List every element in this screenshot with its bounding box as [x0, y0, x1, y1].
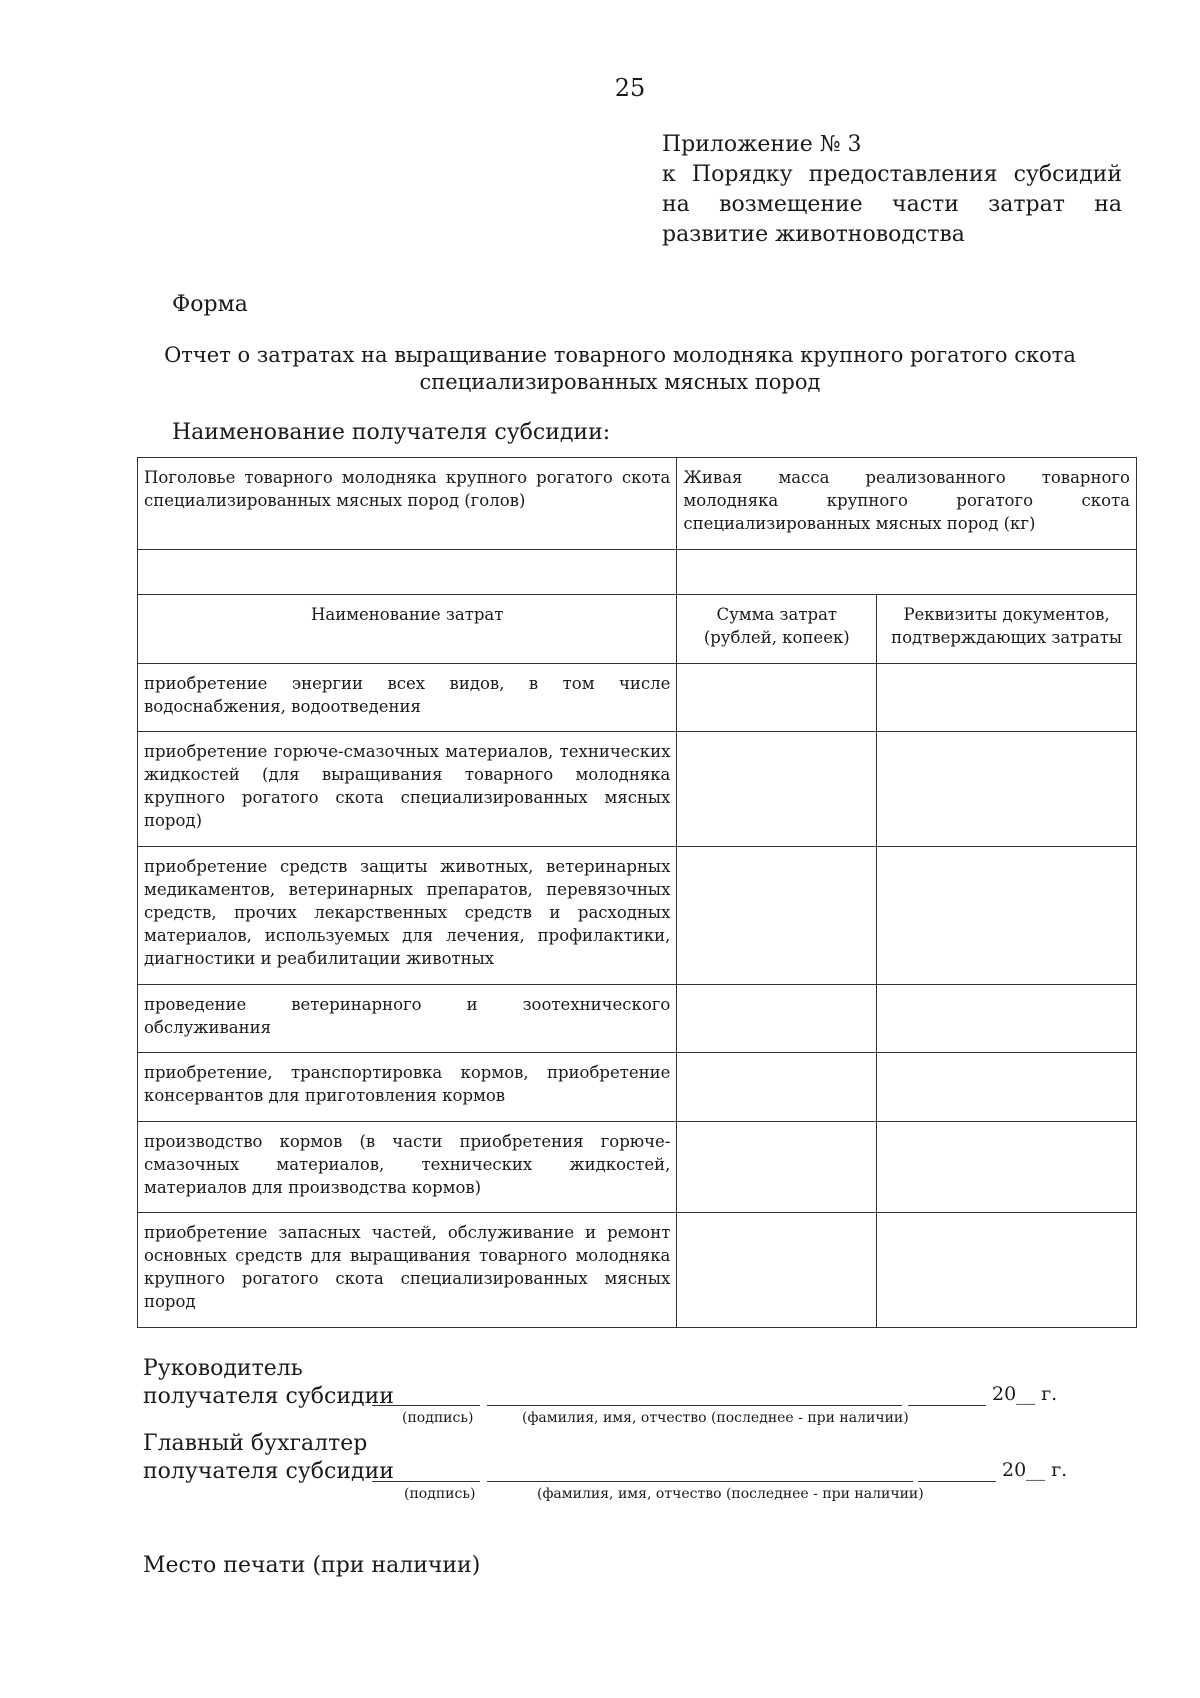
- cost-sum-cell: [677, 664, 877, 732]
- cost-name-cell: проведение ветеринарного и зоотехнического обслуживания: [138, 985, 677, 1053]
- table-row: [138, 1122, 1137, 1213]
- accountant-date-line[interactable]: [918, 1481, 996, 1482]
- livestock-count-cell: [138, 550, 677, 595]
- head-live-weight: Живая масса реализованного товарного молодняка крупного рогатого скота специализированных мясных пород (кг): [677, 458, 1137, 550]
- cost-sum-cell: [677, 985, 877, 1053]
- table-row: [138, 847, 1137, 985]
- head-livestock-count: Поголовье товарного молодняка крупного рогатого скота специализированных мясных пород (голов): [138, 458, 677, 550]
- cost-docs-cell: [877, 1053, 1137, 1122]
- head-year: 20__ г.: [992, 1383, 1058, 1405]
- cost-name-cell: приобретение запасных частей, обслуживание и ремонт основных средств для выращивания товарного молодняка крупного рогатого скота специализированных мясных пород: [138, 1213, 677, 1328]
- recipient-label: Наименование получателя субсидии:: [172, 420, 611, 445]
- head-date-line[interactable]: [908, 1405, 986, 1406]
- report-title-line2: специализированных мясных пород: [419, 370, 821, 394]
- cost-name-cell: приобретение горюче-смазочных материалов, технических жидкостей (для выращивания товарного молодняка крупного рогатого скота специализированных мясных пород): [138, 732, 677, 847]
- accountant-title-line2: получателя субсидии: [143, 1459, 394, 1484]
- col-cost-sum: Сумма затрат (рублей, копеек): [677, 595, 877, 664]
- cost-docs-cell: [877, 1122, 1137, 1213]
- table-row: [138, 732, 1137, 847]
- appendix-header: [662, 130, 1122, 250]
- table-input-row: [138, 550, 1137, 595]
- table-row: [138, 1053, 1137, 1122]
- cost-name-cell: производство кормов (в части приобретения горюче-смазочных материалов, технических жидкостей, материалов для производства кормов): [138, 1122, 677, 1213]
- form-label: Форма: [172, 292, 248, 317]
- accountant-name-caption: (фамилия, имя, отчество (последнее - при наличии): [537, 1486, 924, 1502]
- table-header-row: [138, 458, 1137, 550]
- head-name-caption: (фамилия, имя, отчество (последнее - при наличии): [522, 1410, 909, 1426]
- stamp-label: Место печати (при наличии): [143, 1553, 481, 1578]
- report-title: [140, 342, 1100, 396]
- cost-docs-cell: [877, 985, 1137, 1053]
- cost-docs-cell: [877, 732, 1137, 847]
- col-cost-docs: Реквизиты документов, подтверждающих затраты: [877, 595, 1137, 664]
- head-title-line2: получателя субсидии: [143, 1384, 394, 1409]
- cost-sum-cell: [677, 1122, 877, 1213]
- cost-name-cell: приобретение средств защиты животных, ветеринарных медикаментов, ветеринарных препаратов, перевязочных средств, прочих лекарственных средств и расходных материалов, используемых для лечения, профилактики, диагностики и реабилитации животных: [138, 847, 677, 985]
- head-name-line[interactable]: [487, 1405, 902, 1406]
- cost-sum-cell: [677, 847, 877, 985]
- table-row: [138, 985, 1137, 1053]
- accountant-title-line1: Главный бухгалтер: [143, 1431, 368, 1456]
- head-title-line1: Руководитель: [143, 1356, 303, 1381]
- col-cost-name: Наименование затрат: [138, 595, 677, 664]
- page-number: 25: [614, 74, 646, 102]
- live-weight-cell: [677, 550, 1137, 595]
- cost-docs-cell: [877, 847, 1137, 985]
- cost-name-cell: приобретение энергии всех видов, в том числе водоснабжения, водоотведения: [138, 664, 677, 732]
- cost-sum-cell: [677, 732, 877, 847]
- head-signature-line[interactable]: [372, 1405, 480, 1406]
- cost-docs-cell: [877, 664, 1137, 732]
- cost-name-cell: приобретение, транспортировка кормов, приобретение консервантов для приготовления кормов: [138, 1053, 677, 1122]
- table-columns-row: [138, 595, 1137, 664]
- accountant-signature-line[interactable]: [372, 1481, 480, 1482]
- appendix-number: Приложение № 3: [662, 132, 862, 157]
- table-row: [138, 1213, 1137, 1328]
- table-row: [138, 664, 1137, 732]
- accountant-name-line[interactable]: [487, 1481, 913, 1482]
- cost-table: [137, 457, 1137, 1328]
- head-signature-title: [143, 1355, 394, 1411]
- accountant-year: 20__ г.: [1002, 1459, 1068, 1481]
- accountant-sign-caption: (подпись): [404, 1486, 476, 1502]
- report-title-line1: Отчет о затратах на выращивание товарного молодняка крупного рогатого скота: [164, 343, 1076, 367]
- head-sign-caption: (подпись): [402, 1410, 474, 1426]
- appendix-reference: к Порядку предоставления субсидий на возмещение части затрат на развитие животноводства: [662, 162, 1122, 247]
- cost-docs-cell: [877, 1213, 1137, 1328]
- cost-sum-cell: [677, 1053, 877, 1122]
- accountant-signature-title: [143, 1430, 394, 1486]
- cost-sum-cell: [677, 1213, 877, 1328]
